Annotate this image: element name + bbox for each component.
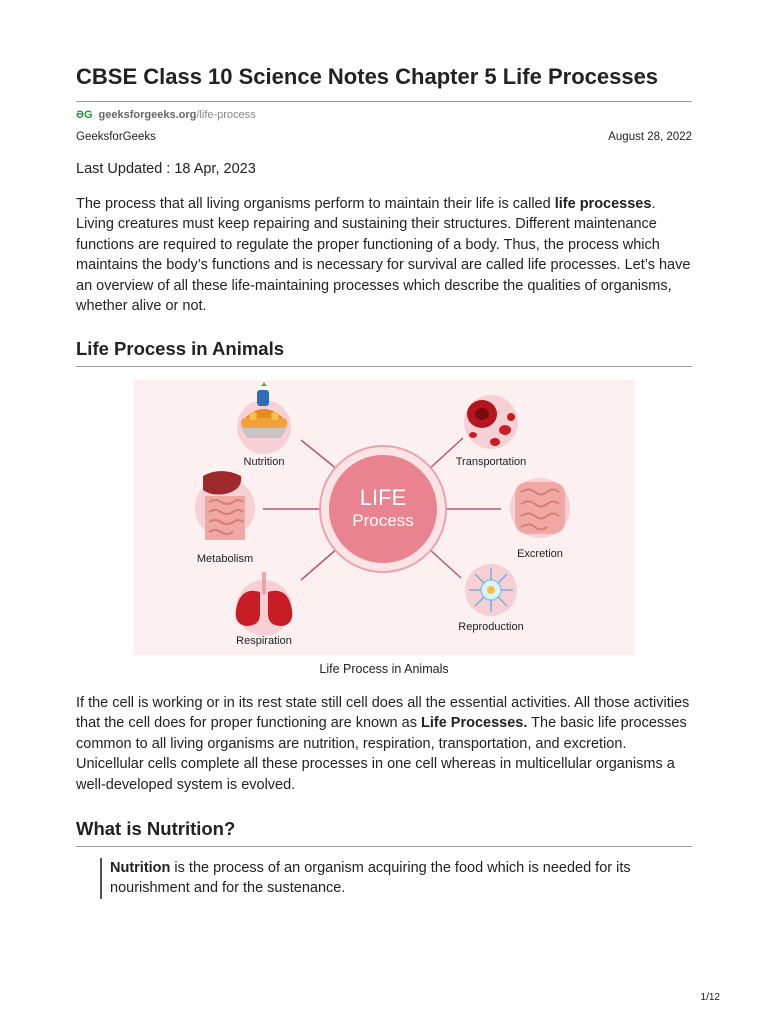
animals-paragraph [76, 693, 692, 795]
publish-date: August 28, 2022 [608, 131, 692, 143]
life-process-figure [133, 380, 635, 655]
figure-caption: Life Process in Animals [319, 662, 449, 676]
connector-reproduction [428, 548, 461, 578]
animals-bold-term: Life Processes. [420, 715, 528, 732]
nutrition-definition-text: is the process of an organism acquiring the food which is needed for its nourishment and for the sustenance. [110, 860, 631, 897]
nutrition-bold-term: Nutrition [110, 860, 171, 876]
source-path[interactable]: /life-process [196, 109, 256, 121]
label-transportation: Transportation [455, 456, 527, 468]
intro-text-2: . Living creatures must keep repairing and sustaining their structures. Different maintenance functions are required to regulate the proper functioning of a body. Thus, the process which maintains the body’s functions and is necessary for survival are called life processes. Let’s have an overview of all these life-maintaining processes which describe the qualities of organisms, whether alive or not. [76, 196, 691, 315]
nutrition-definition-quote [100, 858, 690, 899]
life-process-diagram [133, 380, 635, 655]
author-name: GeeksforGeeks [76, 131, 156, 143]
transportation-icon [464, 395, 518, 449]
section-heading-nutrition: What is Nutrition? [76, 817, 692, 847]
reproduction-icon [465, 564, 517, 616]
metabolism-icon [195, 471, 255, 540]
label-respiration: Respiration [236, 635, 292, 647]
excretion-icon [510, 478, 570, 538]
page-number: 1/12 [700, 992, 720, 1003]
intro-paragraph [76, 194, 692, 316]
gfg-logo-icon: ƏG [76, 109, 93, 121]
source-domain[interactable]: geeksforgeeks.org [98, 109, 197, 121]
animals-text-2: The basic life processes common to all living organisms are nutrition, respiration, transportation, and excretion. Unicellular cells complete all these processes in one cell whereas in multicellular organisms a well-developed system is evolved. [76, 715, 687, 793]
center-hub [320, 446, 446, 572]
label-nutrition: Nutrition [243, 456, 285, 468]
label-excretion: Excretion [517, 548, 563, 560]
source-link[interactable] [76, 108, 256, 122]
center-title-line2: Process [352, 511, 414, 530]
page-title: CBSE Class 10 Science Notes Chapter 5 Life Processes [76, 62, 692, 102]
label-metabolism: Metabolism [196, 553, 254, 565]
section-heading-animals: Life Process in Animals [76, 337, 692, 367]
center-title-line1: LIFE [359, 485, 407, 510]
intro-bold-term: life processes [554, 196, 652, 212]
nutrition-definition [110, 858, 690, 899]
respiration-icon [236, 572, 293, 636]
last-updated: Last Updated : 18 Apr, 2023 [76, 161, 256, 177]
label-reproduction: Reproduction [458, 621, 524, 633]
intro-text-1: The process that all living organisms perform to maintain their life is called [76, 196, 555, 212]
connector-nutrition [301, 440, 338, 470]
animals-text-1: If the cell is working or in its rest state still cell does all the essential activities. All those activities that the cell does for proper functioning are known as [76, 695, 690, 732]
nutrition-icon [237, 382, 291, 454]
connector-respiration [301, 548, 338, 580]
